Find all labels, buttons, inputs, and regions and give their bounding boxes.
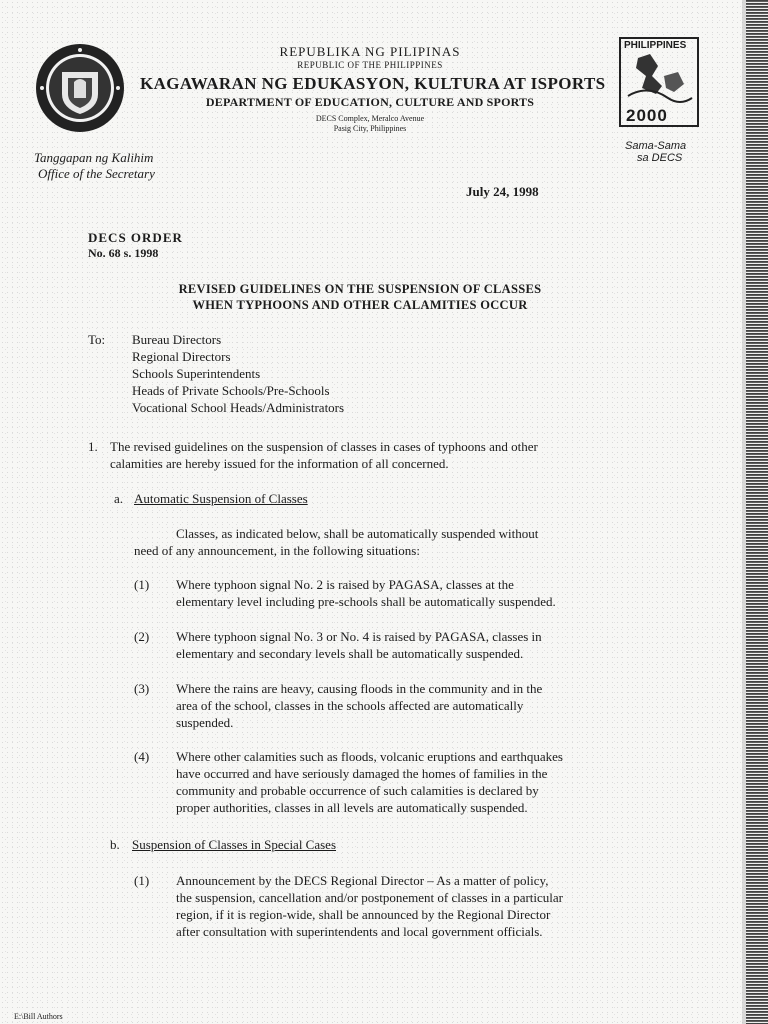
item-1-line-2: elementary level including pre-schools shall be automatically suspended. — [176, 594, 556, 609]
header-republika: REPUBLIKA NG PILIPINAS — [279, 44, 461, 59]
logo-tagline-1: Sama-Sama — [625, 140, 687, 152]
section-a-title: Automatic Suspension of Classes — [134, 491, 308, 506]
office-tagalog: Tanggapan ng Kalihim — [34, 150, 154, 165]
paragraph-1-line-1: The revised guidelines on the suspension of classes in cases of typhoons and other — [110, 439, 538, 454]
footer-path: E:\Bill Authors — [14, 1012, 63, 1021]
item-2-line-1: Where typhoon signal No. 3 or No. 4 is raised by PAGASA, classes in — [176, 629, 542, 644]
b-item-line-4: after consultation with superintendents and local government officials. — [176, 924, 543, 939]
philippines-2000-logo — [618, 36, 700, 128]
section-a-intro-2: need of any announcement, in the following situations: — [134, 543, 420, 558]
header-department: DEPARTMENT OF EDUCATION, CULTURE AND SPORTS — [205, 95, 535, 109]
office-english: Office of the Secretary — [38, 166, 155, 181]
item-4-line-1: Where other calamities such as floods, volcanic eruptions and earthquakes — [176, 749, 563, 764]
paragraph-number: 1. — [88, 439, 98, 454]
section-b-label: b. — [110, 837, 120, 852]
section-a-intro-1: Classes, as indicated below, shall be automatically suspended without — [176, 526, 539, 541]
paragraph-1-line-2: calamities are hereby issued for the information of all concerned. — [110, 456, 449, 471]
order-title: DECS ORDER — [88, 230, 183, 245]
subject-line-1: REVISED GUIDELINES ON THE SUSPENSION OF CLASSES — [178, 282, 542, 296]
item-number: (1) — [134, 577, 150, 592]
header-address-2: Pasig City, Philippines — [333, 124, 407, 133]
section-a-label: a. — [114, 491, 124, 506]
recipient: Heads of Private Schools/Pre-Schools — [132, 383, 330, 398]
item-3-line-2: area of the school, classes in the schools affected are automatically — [176, 698, 524, 713]
item-3-line-3: suspended. — [176, 715, 234, 730]
item-number: (1) — [134, 873, 150, 888]
b-item-line-3: region, if it is region-wide, shall be announced by the Regional Director — [176, 907, 551, 922]
logo-tagline-2: sa DECS — [637, 152, 683, 164]
recipient: Regional Directors — [132, 349, 231, 364]
item-1-line-1: Where typhoon signal No. 2 is raised by PAGASA, classes at the — [176, 577, 514, 592]
scan-edge — [746, 0, 768, 1024]
document-date: July 24, 1998 — [466, 184, 539, 199]
recipient: Vocational School Heads/Administrators — [132, 400, 345, 415]
item-2-line-2: elementary and secondary levels shall be automatically suspended. — [176, 646, 524, 661]
item-number: (2) — [134, 629, 150, 644]
logo-year: 2000 — [626, 106, 668, 125]
b-item-line-2: the suspension, cancellation and/or postponement of classes in a particular — [176, 890, 563, 905]
logo-title: PHILIPPINES — [624, 40, 687, 51]
header-kagawaran: KAGAWARAN NG EDUKASYON, KULTURA AT ISPORTS — [140, 74, 606, 93]
item-4-line-3: community and probable occurrence of such calamities is declared by — [176, 783, 539, 798]
decs-seal-icon — [34, 42, 126, 134]
item-4-line-4: proper authorities, classes in all levels are automatically suspended. — [176, 800, 528, 815]
header-address-1: DECS Complex, Meralco Avenue — [315, 114, 425, 123]
item-number: (3) — [134, 681, 150, 696]
scan-edge-shadow — [742, 0, 746, 1024]
order-number: No. 68 s. 1998 — [88, 246, 159, 260]
recipient: Schools Superintendents — [132, 366, 261, 381]
section-b-title: Suspension of Classes in Special Cases — [132, 837, 337, 852]
subject-line-2: WHEN TYPHOONS AND OTHER CALAMITIES OCCUR — [192, 298, 528, 312]
recipient: Bureau Directors — [132, 332, 222, 347]
item-3-line-1: Where the rains are heavy, causing floods in the community and in the — [176, 681, 543, 696]
header-republic: REPUBLIC OF THE PHILIPPINES — [297, 60, 443, 70]
to-label: To: — [88, 332, 106, 347]
item-number: (4) — [134, 749, 150, 764]
b-item-line-1: Announcement by the DECS Regional Director – As a matter of policy, — [176, 873, 549, 888]
item-4-line-2: have occurred and have seriously damaged the homes of families in the — [176, 766, 548, 781]
